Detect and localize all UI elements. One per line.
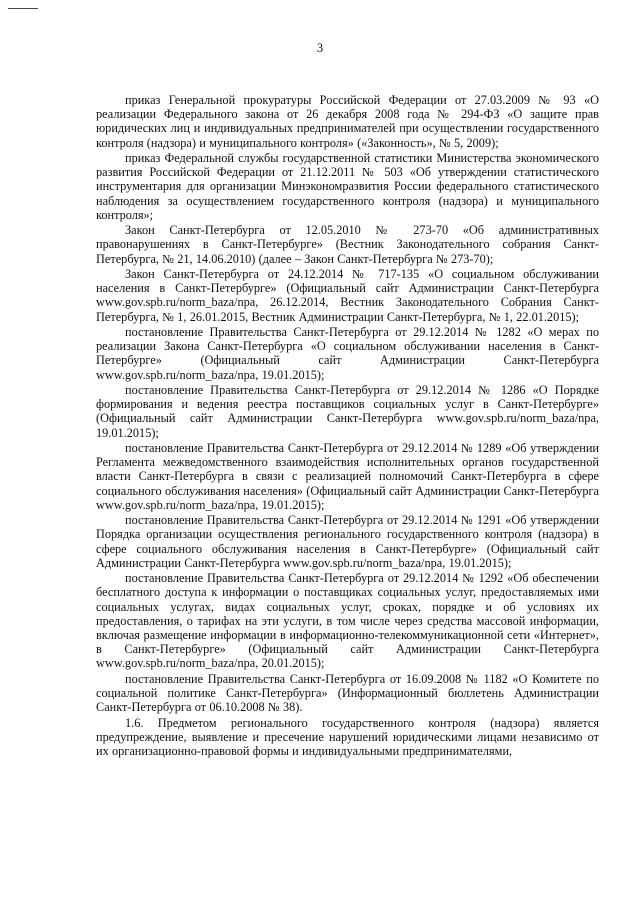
paragraph-law-717-135: Закон Санкт-Петербурга от 24.12.2014 № 717-135 «О социальном обслуживании населения в Санкт-Петербурге» (Официальный сайт Администрации Санкт-Петербурга www.gov.spb.ru/norm_baza/npa, 26.12.2014, Вестник Законодательного Собрания Санкт-Петербурга, № 1, 26.01.2015, Вестник Администрации Санкт-Петербурга, № 1, 22.01.2015); (96, 267, 599, 324)
paragraph-resolution-1289: постановление Правительства Санкт-Петербурга от 29.12.2014 № 1289 «Об утверждении Регламента межведомственного взаимодействия исполнительных органов государственной власти Санкт-Петербурга в связи с реализацией полномочий Санкт-Петербурга в сфере социального обслуживания населения» (Официальный сайт Администрации Санкт-Петербурга www.gov.spb.ru/norm_baza/npa, 19.01.2015); (96, 441, 599, 512)
top-left-rule (8, 8, 38, 9)
paragraph-section-1-6: 1.6. Предметом регионального государственного контроля (надзора) является предупреждение, выявление и пресечение нарушений юридическими лицами независимо от их организационно-правовой формы и индивидуальными предпринимателями, (96, 715, 599, 759)
paragraph-law-273-70: Закон Санкт-Петербурга от 12.05.2010 № 273-70 «Об административных правонарушениях в Санкт-Петербурге» (Вестник Законодательного собрания Санкт-Петербурга, № 21, 14.06.2010) (далее – Закон Санкт-Петербурга № 273-70); (96, 223, 599, 266)
paragraph-rosstat-order: приказ Федеральной службы государственной статистики Министерства экономического развития Российской Федерации от 21.12.2011 № 503 «Об утверждении статистического инструментария для организации Минэкономразвития России федерального статистического наблюдения за осуществлением государственного контроля (надзора) и муниципального контроля»; (96, 151, 599, 222)
paragraph-resolution-1291: постановление Правительства Санкт-Петербурга от 29.12.2014 № 1291 «Об утверждении Порядка организации осуществления регионального государственного контроля (надзора) в сфере социального обслуживания населения в Санкт-Петербурге» (Официальный сайт Администрации Санкт-Петербурга www.gov.spb.ru/norm_baza/npa, 19.01.2015); (96, 513, 599, 570)
page-number: 3 (316, 41, 324, 55)
paragraph-resolution-1286: постановление Правительства Санкт-Петербурга от 29.12.2014 № 1286 «О Порядке формирования и ведения реестра поставщиков социальных услуг в Санкт-Петербурге» (Официальный сайт Администрации Санкт-Петербурга www.gov.spb.ru/norm_baza/npa, 19.01.2015); (96, 383, 599, 440)
paragraph-resolution-1292: постановление Правительства Санкт-Петербурга от 29.12.2014 № 1292 «Об обеспечении бесплатного доступа к информации о поставщиках социальных услуг, предоставляемых ими социальных услугах, видах социальных услуг, сроках, порядке и об условиях их предоставления, о тарифах на эти услуги, в том числе через средства массовой информации, включая размещение информации в информационно-телекоммуникационной сети «Интернет», в Санкт-Петербурге» (Официальный сайт Администрации Санкт-Петербурга www.gov.spb.ru/norm_baza/npa, 20.01.2015); (96, 571, 599, 671)
paragraph-resolution-1282: постановление Правительства Санкт-Петербурга от 29.12.2014 № 1282 «О мерах по реализации Закона Санкт-Петербурга «О социальном обслуживании населения в Санкт-Петербурге» (Официальный сайт Администрации Санкт-Петербурга www.gov.spb.ru/norm_baza/npa, 19.01.2015); (96, 325, 599, 382)
paragraph-prosecutor-order: приказ Генеральной прокуратуры Российской Федерации от 27.03.2009 № 93 «О реализации Федерального закона от 26 декабря 2008 года № 294-ФЗ «О защите прав юридических лиц и индивидуальных предпринимателей при осуществлении государственного контроля (надзора) и муниципального контроля» («Законность», № 5, 2009); (96, 93, 599, 150)
paragraph-resolution-1182: постановление Правительства Санкт-Петербурга от 16.09.2008 № 1182 «О Комитете по социальной политике Санкт-Петербурга» (Информационный бюллетень Администрации Санкт-Петербурга от 06.10.2008 № 38). (96, 671, 599, 715)
document-body (96, 93, 599, 759)
